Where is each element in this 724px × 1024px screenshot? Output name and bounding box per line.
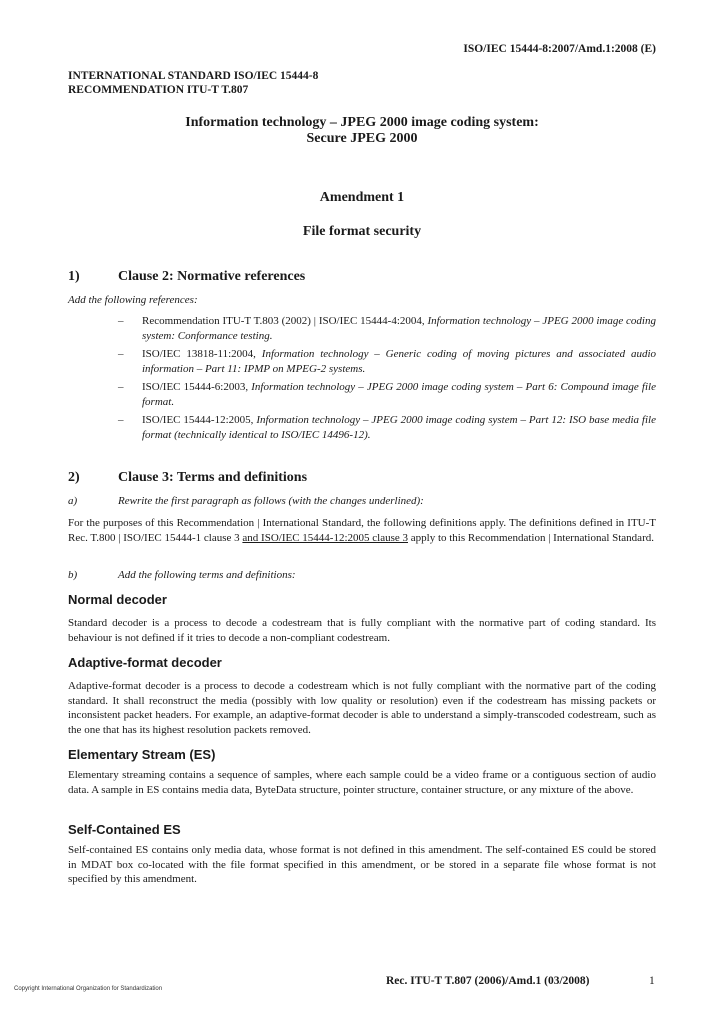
clause-1-title: Clause 2: Normative references <box>118 269 306 284</box>
term-definition: Adaptive-format decoder is a process to decode a codestream which is not fully compliant with the normative part of the coding standard. It shall reconstruct the media (possibly with low quality or resolution) even if the codestream has missing packets or inconsistent packet headers. For example, an adaptive-format decoder is able to understand a simply-transcoded codestream, such as the one that has its highest resolution packets removed. <box>68 680 656 736</box>
document-title <box>0 115 724 147</box>
clause-2-title: Clause 3: Terms and definitions <box>118 470 308 485</box>
document-id: ISO/IEC 15444-8:2007/Amd.1:2008 (E) <box>463 43 656 55</box>
footer-reference: Rec. ITU-T T.807 (2006)/Amd.1 (03/2008) <box>386 975 590 987</box>
reference-item <box>0 413 724 443</box>
term-definition: Elementary streaming contains a sequence of samples, where each sample could be a video frame or a contiguous section of audio data. A sample in ES contains media data, ByteData structure, pointer structure, container structure, or any mixture of the above. <box>68 769 656 796</box>
term-definition: Self-contained ES contains only media data, whose format is not defined in this amendment. The self-contained ES could be stored in MDAT box co-located with the file format specified in this amendment, or be stored in a separate file whose format is not specified by this amendment. <box>68 844 656 885</box>
page-number: 1 <box>649 975 655 987</box>
title-line-1: Information technology – JPEG 2000 image coding system: <box>185 115 539 130</box>
reference-title: Information technology – JPEG 2000 image coding system – Part 6: Compound image file format. <box>142 381 656 408</box>
title-line-2: Secure JPEG 2000 <box>306 131 418 146</box>
reference-citation: Recommendation ITU-T T.803 (2002) | ISO/IEC 15444-4:2004, <box>142 315 428 327</box>
definitions-paragraph <box>68 516 656 545</box>
reference-citation: ISO/IEC 15444-6:2003, <box>142 381 252 393</box>
standard-designation <box>68 69 318 97</box>
clause-2-number: 2) <box>68 470 80 485</box>
paragraph-text: apply to this Recommendation | International Standard. <box>408 531 654 544</box>
term-heading: Elementary Stream (ES) <box>68 747 216 762</box>
reference-title: Information technology – JPEG 2000 image coding system – Part 12: ISO base media file format (technically identical to ISO/IEC 14496-12). <box>142 414 656 441</box>
list-dash: – <box>118 381 124 393</box>
amendment-subtitle: File format security <box>302 224 422 239</box>
item-b-text: Add the following terms and definitions: <box>118 569 296 581</box>
clause-1-instruction: Add the following references: <box>68 294 198 306</box>
term-heading: Adaptive-format decoder <box>68 655 222 670</box>
amendment-label: Amendment 1 <box>319 190 405 205</box>
list-dash: – <box>118 414 124 426</box>
clause-2-heading <box>68 470 307 486</box>
copyright-notice: Copyright International Organization for Standardization <box>14 986 163 992</box>
reference-title: Information technology – JPEG 2000 image coding system: Conformance testing. <box>142 315 656 342</box>
item-a-label: a) <box>68 495 78 507</box>
reference-item <box>0 314 724 344</box>
term-heading: Self-Contained ES <box>68 822 181 837</box>
paragraph-text: For the purposes of this Recommendation | International Standard, the following definitions apply. The definitions defined in ITU-T Rec. T.800 | ISO/IEC 15444-1 clause 3 <box>68 517 656 544</box>
recommendation-line: RECOMMENDATION ITU-T T.807 <box>68 84 249 96</box>
item-a-text: Rewrite the first paragraph as follows (with the changes underlined): <box>118 495 424 507</box>
term-definition: Standard decoder is a process to decode a codestream that is fully compliant with the normative part of coding standard. Its behaviour is not defined if it tries to decode a non-compliant codestream. <box>68 617 656 644</box>
item-b-label: b) <box>68 569 78 581</box>
standard-line: INTERNATIONAL STANDARD ISO/IEC 15444-8 <box>68 70 319 82</box>
reference-title: Information technology – Generic coding of moving pictures and associated audio information – Part 11: IPMP on MPEG-2 systems. <box>142 348 656 375</box>
item-b <box>68 569 296 581</box>
term-heading: Normal decoder <box>68 592 167 607</box>
reference-citation: ISO/IEC 15444-12:2005, <box>142 414 257 426</box>
list-dash: – <box>118 348 124 360</box>
list-dash: – <box>118 315 124 327</box>
underlined-change: and ISO/IEC 15444-12:2005 clause 3 <box>242 531 408 544</box>
item-a <box>68 495 424 507</box>
reference-list <box>0 314 724 446</box>
reference-item <box>0 380 724 410</box>
clause-1-heading <box>68 269 305 285</box>
clause-1-number: 1) <box>68 269 80 284</box>
reference-citation: ISO/IEC 13818-11:2004, <box>142 348 262 360</box>
reference-item <box>0 347 724 377</box>
